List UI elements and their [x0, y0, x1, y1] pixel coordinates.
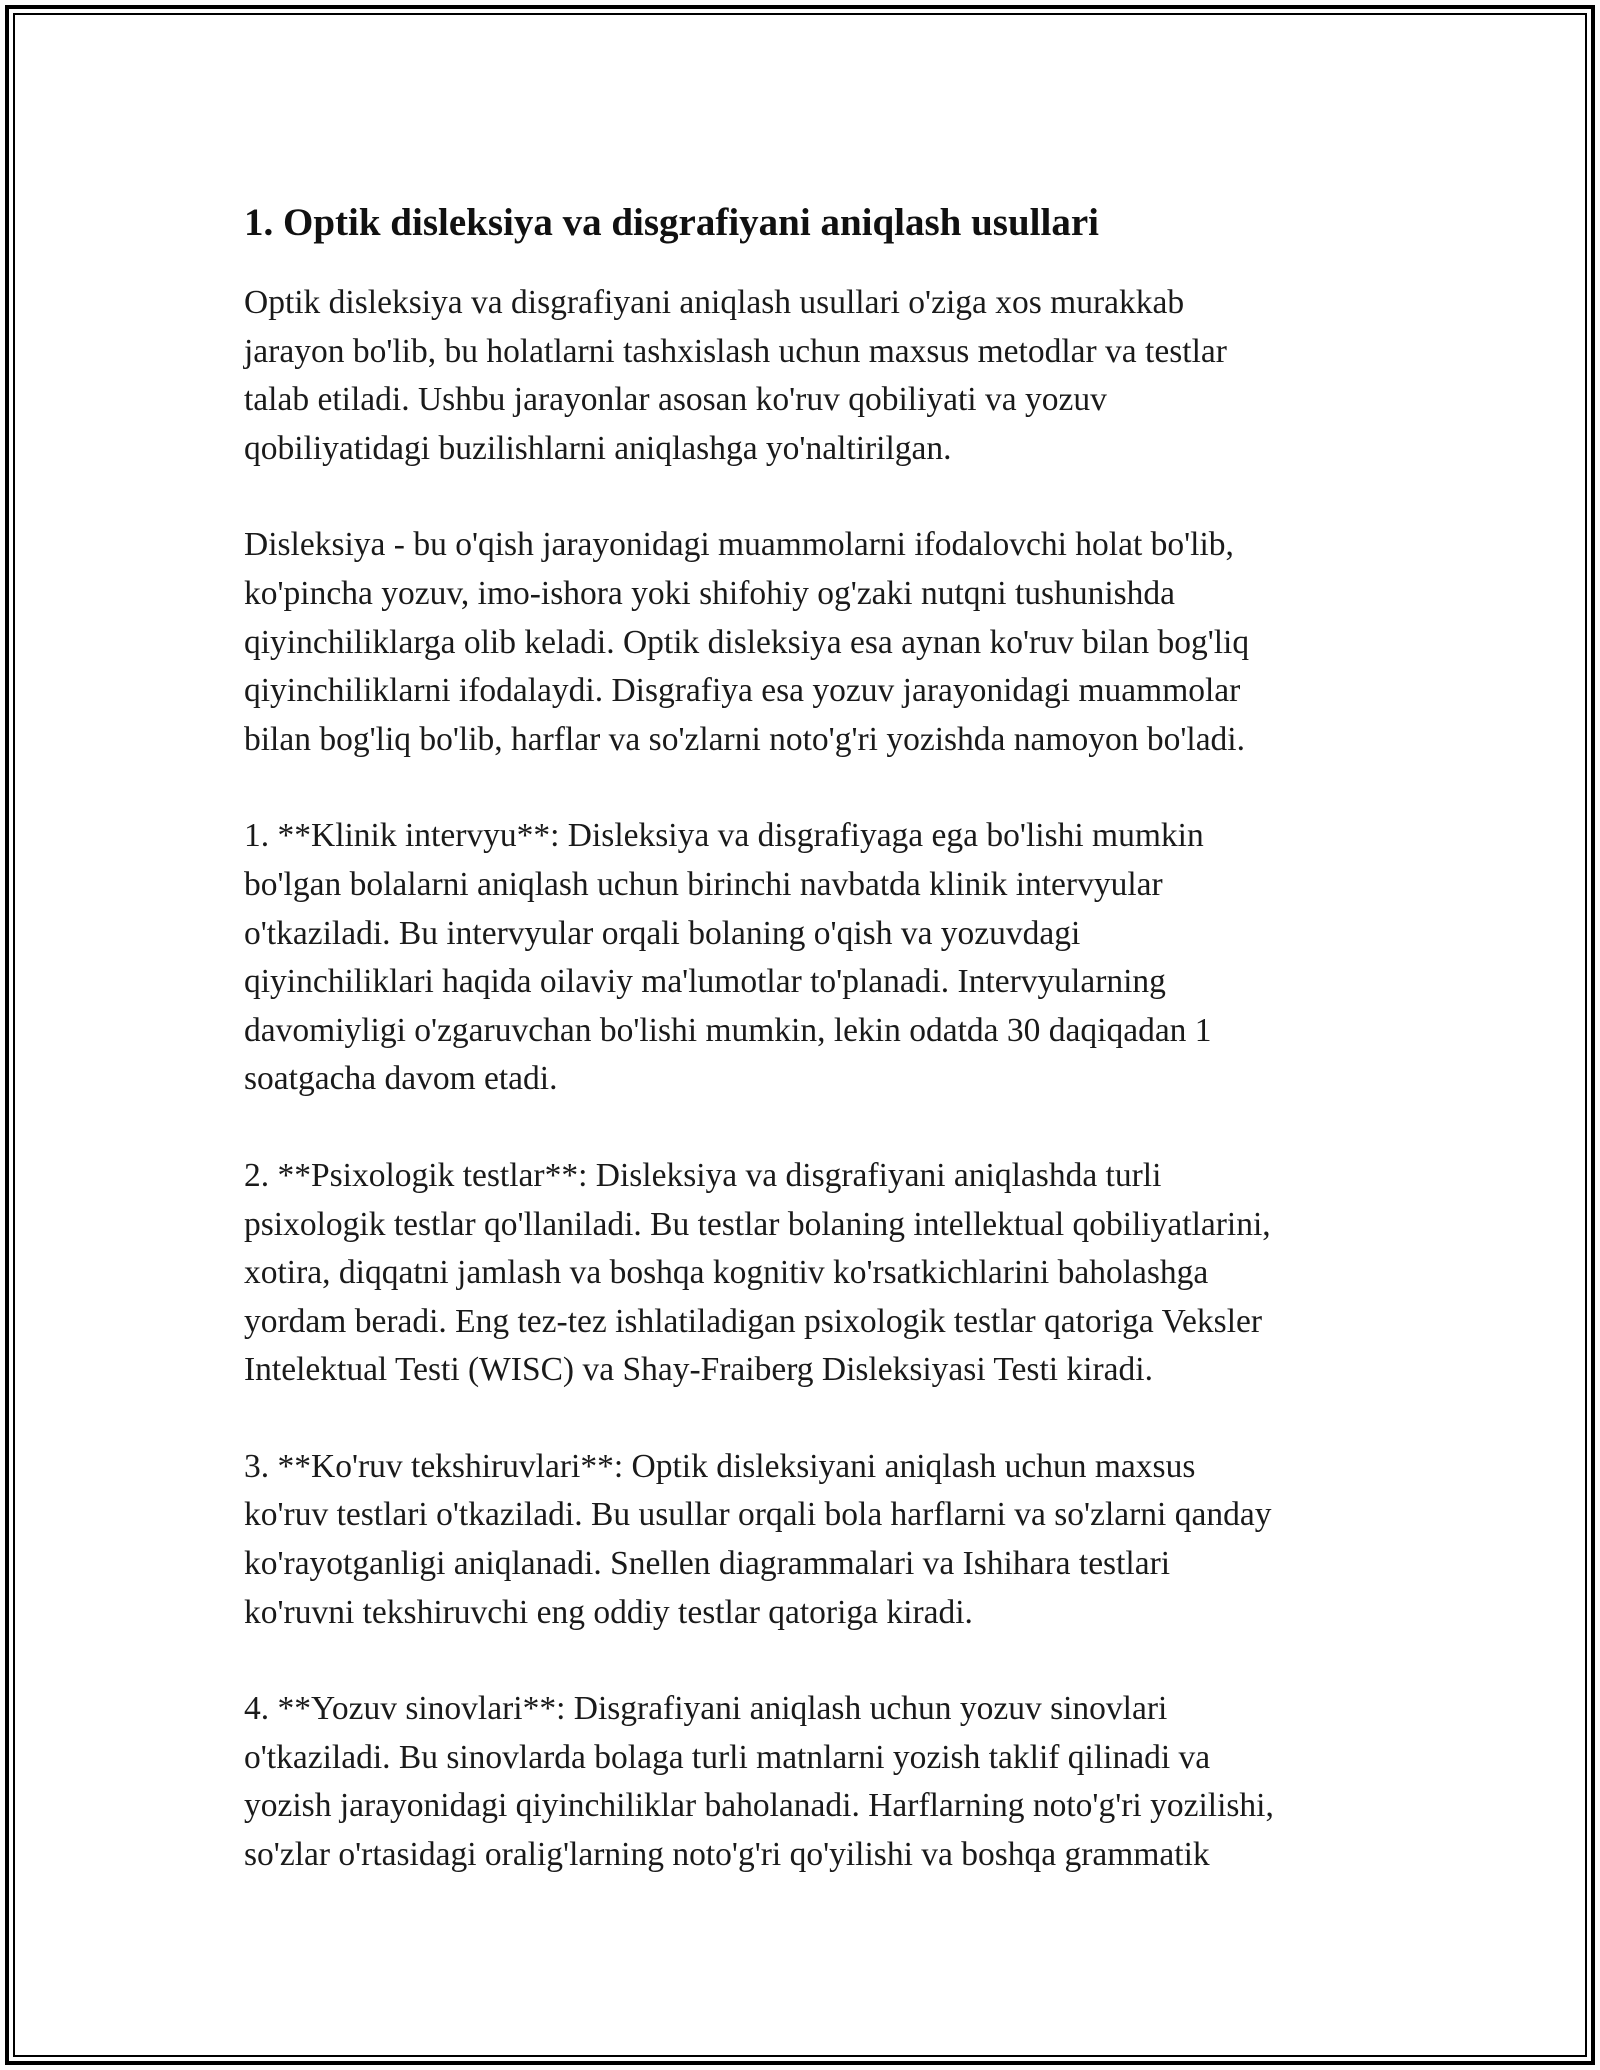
- document-title: 1. Optik disleksiya va disgrafiyani aniqlash usullari: [244, 201, 1099, 244]
- paragraph-definitions: Disleksiya - bu o'qish jarayonidagi muammolarni ifodalovchi holat bo'lib, ko'pincha yozuv, imo-ishora yoki shifohiy og'zaki nutqni tushunishda qiyinchiliklarga olib keladi. Optik disleksiya esa aynan ko'ruv bilan bog'liq qiyinchiliklarni ifodalaydi. Disgrafiya esa yozuv jarayonidagi muammolar bilan bog'liq bo'lib, harflar va so'zlarni noto'g'ri yozishda namoyon bo'ladi.: [244, 526, 1250, 758]
- document-body: [244, 197, 1394, 1928]
- paragraph-clinical-interview: 1. **Klinik intervyu**: Disleksiya va disgrafiyaga ega bo'lishi mumkin bo'lgan bolalarni aniqlash uchun birinchi navbatda klinik intervyular o'tkaziladi. Bu intervyular orqali bolaning o'qish va yozuvdagi qiyinchiliklari haqida oilaviy ma'lumotlar to'planadi. Intervyularning davomiyligi o'zgaruvchan bo'lishi mumkin, lekin odatda 30 daqiqadan 1 soatgacha davom etadi.: [244, 817, 1212, 1098]
- paragraph-writing-tests: 4. **Yozuv sinovlari**: Disgrafiyani aniqlash uchun yozuv sinovlari o'tkaziladi. Bu sinovlarda bolaga turli matnlarni yozish taklif qilinadi va yozish jarayonidagi qiyinchiliklar baholanadi. Harflarning noto'g'ri yozilishi, so'zlar o'rtasidagi oralig'larning noto'g'ri qo'yilishi va boshqa grammatik: [244, 1690, 1274, 1874]
- paragraph-vision-tests: 3. **Ko'ruv tekshiruvlari**: Optik disleksiyani aniqlash uchun maxsus ko'ruv testlari o'tkaziladi. Bu usullar orqali bola harflarni va so'zlarni qanday ko'rayotganligi aniqlanadi. Snellen diagrammalari va Ishihara testlari ko'ruvni tekshiruvchi eng oddiy testlar qatoriga kiradi.: [244, 1447, 1272, 1631]
- paragraph-intro: Optik disleksiya va disgrafiyani aniqlash usullari o'ziga xos murakkab jarayon bo'lib, bu holatlarni tashxislash uchun maxsus metodlar va testlar talab etiladi. Ushbu jarayonlar asosan ko'ruv qobiliyati va yozuv qobiliyatidagi buzilishlarni aniqlashga yo'naltirilgan.: [244, 284, 1227, 467]
- page-frame: [5, 5, 1595, 2065]
- paragraph-psychological-tests: 2. **Psixologik testlar**: Disleksiya va disgrafiyani aniqlashda turli psixologik testlar qo'llaniladi. Bu testlar bolaning intellektual qobiliyatlarini, xotira, diqqatni jamlash va boshqa kognitiv ko'rsatkichlarini baholashga yordam beradi. Eng tez-tez ishlatiladigan psixologik testlar qatoriga Veksler Intelektual Testi (WISC) va Shay-Fraiberg Disleksiyasi Testi kiradi.: [244, 1156, 1271, 1389]
